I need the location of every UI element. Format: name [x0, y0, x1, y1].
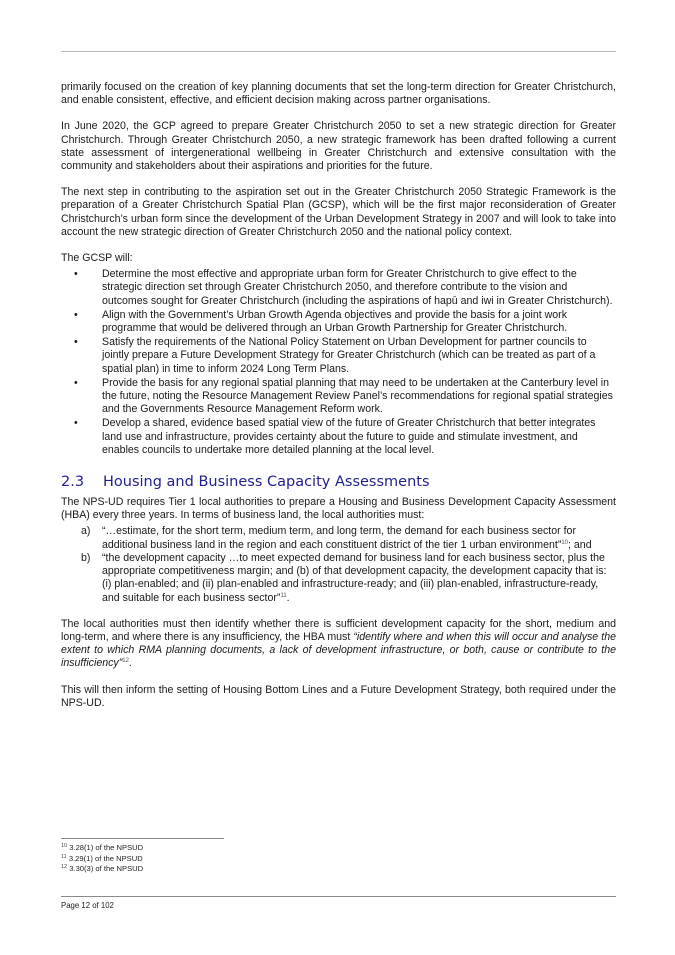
list-marker: a) — [81, 525, 91, 538]
footnotes — [61, 843, 143, 875]
footnote-number: 10 — [61, 843, 68, 849]
nps-paragraph: The NPS-UD requires Tier 1 local authorities to prepare a Housing and Business Development Capacity Assessment (HBA) every three years. In terms of business land, the local authorities must: — [61, 496, 616, 522]
list-marker: b) — [81, 551, 91, 564]
list-item — [61, 309, 616, 335]
bullet-icon: • — [74, 417, 78, 430]
header-rule — [61, 51, 616, 52]
requirement-text: “…estimate, for the short term, medium term, and long term, the demand for each business sector for additional business land in the region and each constituent district of the tier 1 urban environment” — [102, 525, 576, 551]
insufficiency-quote: “identify where and when this will occur and analyse the extent to which RMA planning documents, a lack of development infrastructure, or both, cause or contribute to the insufficiency” — [61, 630, 616, 670]
insufficiency-text: The local authorities must then identify whether there is sufficient development capacity for the short, medium and long-term, and where there is any insufficiency, the HBA must — [61, 617, 616, 643]
intro-paragraph: primarily focused on the creation of key planning documents that set the long-term direction for Greater Christchurch, and enable consistent, effective, and efficient decision making across partner organisations. — [61, 81, 616, 107]
requirement-suffix: . — [286, 591, 290, 604]
footnote-item — [61, 864, 143, 875]
paragraph-june-2020: In June 2020, the GCP agreed to prepare Greater Christchurch 2050 to set a new strategic direction for Greater Christchurch. Through Greater Christchurch 2050, a new strategic framework has been drafted following a current state assessment of intergenerational wellbeing in Greater Christchurch and extensive consultation with the community and stakeholders about their aspirations and priorities for the future. — [61, 120, 616, 173]
list-item-text: Develop a shared, evidence based spatial view of the future of Greater Christchurch that better integrates land use and infrastructure, provides certainty about the future to guide and stimulate investment, and enables councils to undertake more detailed planning at the local level. — [102, 417, 596, 456]
footnote-ref[interactable]: 12 — [122, 658, 129, 665]
footnote-ref[interactable]: 11 — [280, 592, 287, 599]
list-item — [61, 525, 616, 551]
bullet-icon: • — [74, 376, 78, 389]
footnote-item — [61, 843, 143, 854]
requirement-suffix: ; and — [568, 538, 592, 551]
section-heading — [61, 473, 616, 491]
list-item-text: Align with the Government’s Urban Growth Agenda objectives and provide the basis for a joint work programme that would be delivered through an Urban Growth Partnership for Greater Christchurch. — [102, 308, 568, 335]
insufficiency-suffix: . — [128, 657, 132, 670]
gcsp-bullet-list — [61, 268, 616, 457]
bullet-icon: • — [74, 308, 78, 321]
requirements-list — [61, 525, 616, 604]
footnote-separator — [61, 838, 224, 839]
footnote-text: 3.29(1) of the NPSUD — [66, 853, 143, 863]
document-body — [61, 81, 616, 723]
closing-paragraph: This will then inform the setting of Housing Bottom Lines and a Future Development Strategy, both required under the NPS-UD. — [61, 683, 616, 709]
gcsp-intro: The GCSP will: — [61, 252, 133, 265]
footnote-number: 12 — [61, 864, 68, 870]
footer-rule — [61, 896, 616, 897]
list-item — [61, 377, 616, 417]
footnote-text: 3.30(3) of the NPSUD — [67, 864, 144, 873]
bullet-icon: • — [74, 268, 78, 281]
paragraph-next-step: The next step in contributing to the aspiration set out in the Greater Christchurch 2050 Strategic Framework is the preparation of a Greater Christchurch Spatial Plan (GCSP), which will be the first major reconsideration of Greater Christchurch’s urban form since the development of the Urban Development Strategy in 2007 and will look to take into account the new strategic direction of Greater Christchurch 2050 and the national policy context. — [61, 186, 616, 238]
section-title: Housing and Business Capacity Assessments — [103, 474, 430, 491]
list-item — [61, 417, 616, 457]
footnote-number: 11 — [61, 853, 67, 860]
footnote-text: 3.28(1) of the NPSUD — [67, 843, 144, 852]
list-item-text: Provide the basis for any regional spatial planning that may need to be undertaken at the Canterbury level in the future, noting the Resource Management Review Panel’s recommendations for regional spatial strategies and the Governments Resource Management Reform work. — [102, 376, 613, 416]
list-item-text: Determine the most effective and appropriate urban form for Greater Christchurch to give effect to the strategic direction set through Greater Christchurch 2050, and therefore contribute to the vision and outcomes sought for Greater Christchurch (including the aspirations of hapū and iwi in Greater Christchurch). — [102, 268, 613, 307]
requirement-text: “the development capacity …to meet expected demand for business land for each business sector, plus the appropriate competitiveness margin; and (b) of that development capacity, the development capacity that is: (i) plan-enabled; and (ii) plan-enabled and infrastructure-ready; and (iii) plan-enabled, infrastructure-ready, and suitable for each business sector” — [102, 551, 607, 604]
page-number: Page 12 of 102 — [61, 901, 114, 910]
footnote-ref[interactable]: 10 — [561, 539, 569, 546]
section-number: 2.3 — [61, 474, 85, 491]
footnote-item — [61, 854, 143, 865]
insufficiency-paragraph — [61, 618, 616, 671]
bullet-icon: • — [74, 336, 78, 349]
list-item — [61, 336, 616, 376]
list-item-text: Satisfy the requirements of the National Policy Statement on Urban Development for partner councils to jointly prepare a Future Development Strategy for Greater Christchurch (which can be treated as part of a spatial plan) in time to inform 2024 Long Term Plans. — [102, 336, 596, 375]
list-item — [61, 268, 616, 308]
list-item — [61, 552, 616, 605]
